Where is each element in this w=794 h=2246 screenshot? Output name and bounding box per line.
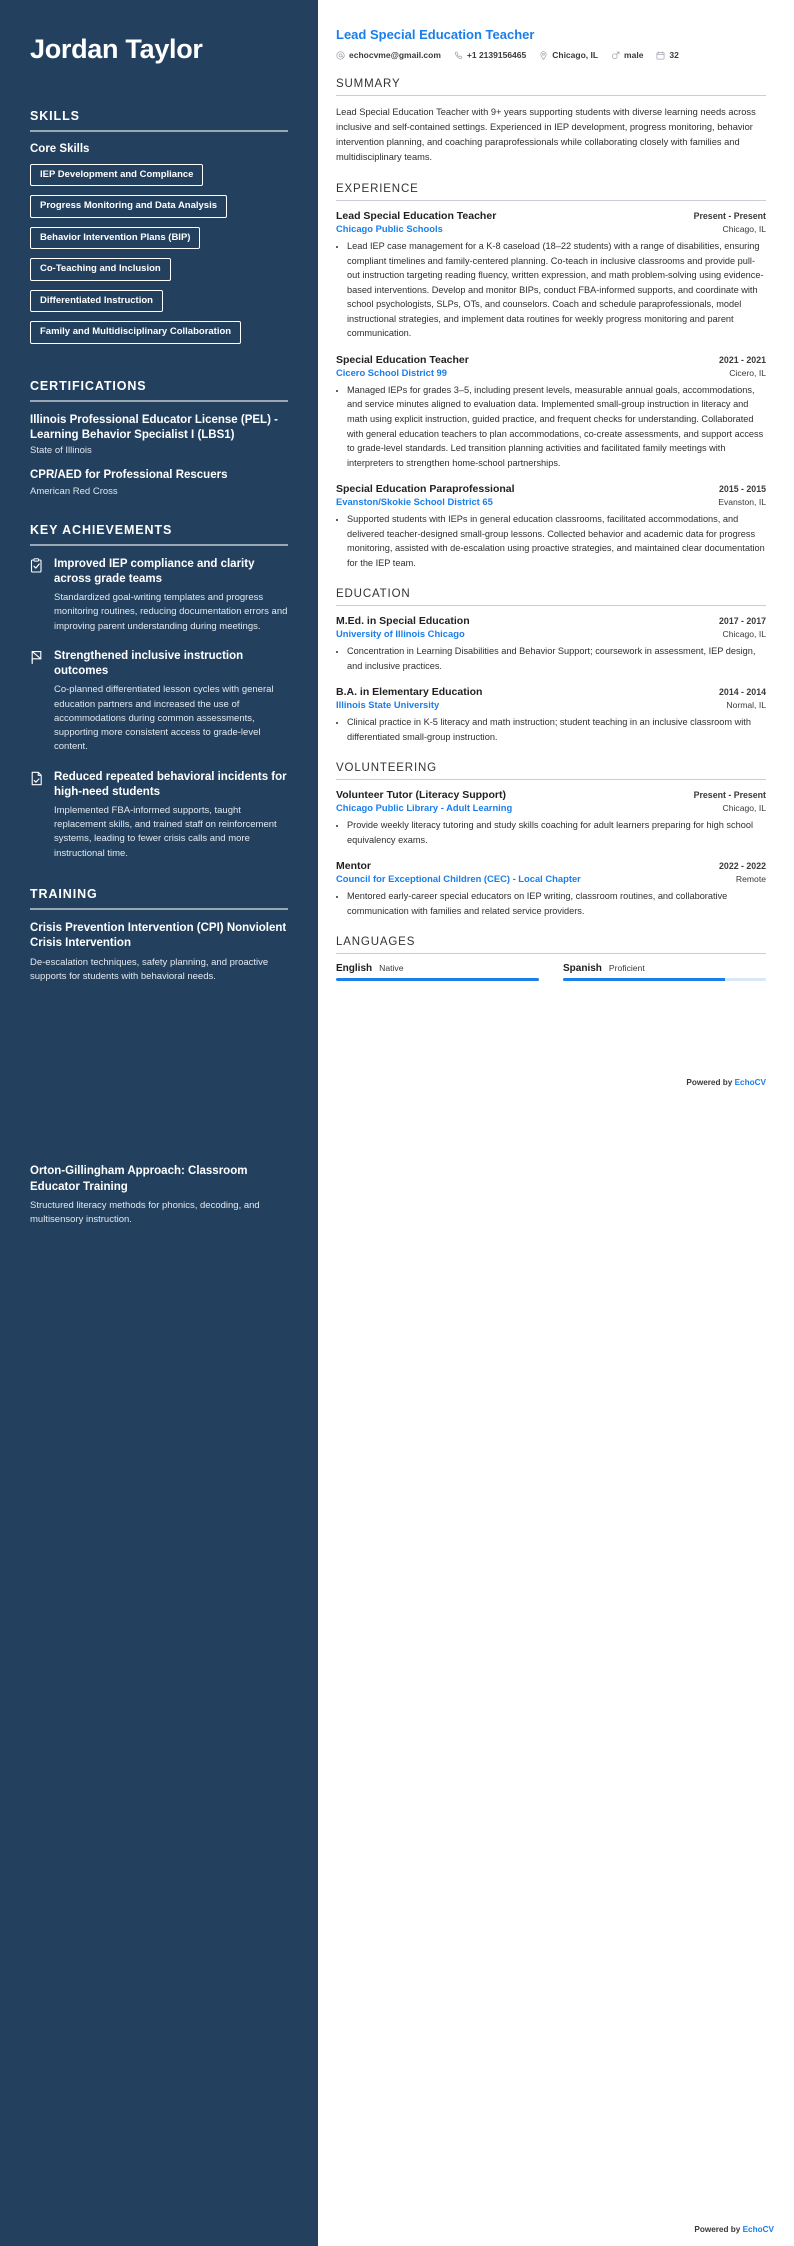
training-item bbox=[30, 921, 288, 984]
entry-role: Special Education Teacher bbox=[336, 353, 469, 366]
entry-subheader bbox=[336, 628, 766, 639]
language-item bbox=[336, 963, 539, 981]
training-item bbox=[30, 1164, 288, 1227]
skill-chip: Co-Teaching and Inclusion bbox=[30, 258, 171, 280]
skill-chip: Family and Multidisciplinary Collaboration bbox=[30, 321, 241, 343]
entry-header bbox=[336, 210, 766, 222]
contact-item[interactable] bbox=[454, 50, 526, 60]
skill-chip-list bbox=[30, 164, 288, 353]
language-proficiency-fill bbox=[336, 978, 539, 981]
entry-subheader bbox=[336, 802, 766, 813]
contact-value: male bbox=[624, 50, 644, 60]
language-list bbox=[336, 963, 766, 981]
entry-dates: 2017 - 2017 bbox=[719, 616, 766, 627]
summary-section-title: SUMMARY bbox=[336, 78, 401, 90]
entry-organization[interactable]: Chicago Public Library - Adult Learning bbox=[336, 802, 513, 814]
volunteering-entry bbox=[336, 860, 766, 918]
skill-chip: Progress Monitoring and Data Analysis bbox=[30, 195, 227, 217]
language-header bbox=[563, 963, 766, 974]
contact-item[interactable] bbox=[611, 50, 643, 60]
contact-item[interactable] bbox=[539, 50, 598, 60]
achievement-item bbox=[30, 557, 288, 634]
achievement-description: Implemented FBA-informed supports, taught replacement skills, and trained staff on reinforcement systems, leading to fewer crisis calls and more instructional time. bbox=[54, 804, 277, 859]
skills-group-label: Core Skills bbox=[30, 143, 90, 156]
language-header bbox=[336, 963, 539, 974]
achievements-section-title: KEY ACHIEVEMENTS bbox=[30, 522, 173, 537]
entry-location: Cicero, IL bbox=[729, 367, 766, 378]
entry-bullet-list bbox=[336, 644, 766, 673]
entry-role: Volunteer Tutor (Literacy Support) bbox=[336, 789, 506, 802]
achievement-title: Reduced repeated behavioral incidents for high-need students bbox=[54, 770, 287, 798]
certification-item bbox=[30, 468, 288, 496]
entry-organization[interactable]: Evanston/Skokie School District 65 bbox=[336, 496, 493, 508]
volunteering-section-title: VOLUNTEERING bbox=[336, 762, 437, 775]
training-name: Crisis Prevention Intervention (CPI) Nonviolent Crisis Intervention bbox=[30, 921, 287, 950]
certification-issuer: State of Illinois bbox=[30, 445, 92, 457]
entry-subheader bbox=[336, 873, 766, 884]
experience-divider bbox=[336, 200, 766, 201]
entry-bullet: • Managed IEPs for grades 3–5, including present levels, measurable annual goals, accommodations, and service minutes aligned to evaluation data. Implemented small-group instruction in literacy and math using explicit instruction, guided practice, and frequent checks for understanding. Collaborated with general education teachers to plan accommodations, co-create assessments, and support access to grade-level standards. Led transition planning activities and facilitated family meetings with interpreters to strengthen home-school partnerships. bbox=[347, 383, 766, 470]
entry-role: B.A. in Elementary Education bbox=[336, 686, 483, 699]
language-item bbox=[563, 963, 766, 981]
certification-name: Illinois Professional Educator License (PEL) - Learning Behavior Specialist I (LBS1) bbox=[30, 413, 278, 442]
entry-location: Chicago, IL bbox=[722, 629, 766, 640]
powered-by-stamp-page2 bbox=[694, 2225, 774, 2234]
entry-bullet-list bbox=[336, 818, 766, 847]
main-content bbox=[318, 0, 794, 2246]
section-experience bbox=[336, 183, 766, 570]
education-entry bbox=[336, 686, 766, 744]
skill-chip: IEP Development and Compliance bbox=[30, 164, 203, 186]
training-divider bbox=[30, 908, 288, 910]
certification-list bbox=[30, 413, 288, 497]
entry-bullet-list bbox=[336, 889, 766, 918]
entry-location: Evanston, IL bbox=[718, 497, 766, 508]
entry-bullet: • Clinical practice in K-5 literacy and math instruction; student teaching in an inclusive classroom with differentiated small-group instruction. bbox=[347, 715, 766, 744]
entry-organization[interactable]: Illinois State University bbox=[336, 699, 440, 711]
candidate-name: Jordan Taylor bbox=[30, 34, 203, 64]
flag-icon bbox=[30, 649, 45, 755]
entry-bullet: • Mentored early-career special educators on IEP writing, classroom routines, and collaborative communication with families and related service providers. bbox=[347, 889, 766, 918]
training-name: Orton-Gillingham Approach: Classroom Educator Training bbox=[30, 1165, 248, 1193]
achievement-item bbox=[30, 649, 288, 755]
entry-location: Chicago, IL bbox=[722, 224, 766, 235]
certifications-section-title: CERTIFICATIONS bbox=[30, 378, 147, 393]
language-name: English bbox=[336, 963, 373, 975]
entry-role: Lead Special Education Teacher bbox=[336, 210, 497, 223]
entry-role: Mentor bbox=[336, 860, 371, 873]
education-divider bbox=[336, 605, 766, 606]
experience-entry bbox=[336, 354, 766, 470]
achievement-list bbox=[30, 557, 288, 861]
section-languages bbox=[336, 936, 766, 981]
location-icon bbox=[539, 51, 548, 60]
language-proficiency-bar bbox=[336, 978, 539, 981]
volunteering-list bbox=[336, 789, 766, 918]
entry-organization[interactable]: Chicago Public Schools bbox=[336, 223, 443, 235]
email-icon bbox=[336, 51, 345, 60]
entry-header bbox=[336, 789, 766, 801]
sidebar-section-achievements bbox=[30, 523, 288, 861]
entry-header bbox=[336, 686, 766, 698]
entry-subheader bbox=[336, 367, 766, 378]
entry-header bbox=[336, 860, 766, 872]
language-proficiency-bar bbox=[563, 978, 766, 981]
training-list bbox=[30, 921, 288, 1228]
achievement-description: Standardized goal-writing templates and progress monitoring routines, reducing documentation errors and improving parent understanding during meetings. bbox=[54, 592, 288, 632]
skill-chip: Behavior Intervention Plans (BIP) bbox=[30, 227, 200, 249]
summary-text: Lead Special Education Teacher with 9+ years supporting students with diverse learning needs across inclusive and self-contained settings. Experienced in IEP development, progress monitoring, behavior intervention planning, and coaching paraprofessionals while collaborating closely with families and multidisciplinary teams. bbox=[336, 107, 756, 163]
entry-role: Special Education Paraprofessional bbox=[336, 483, 515, 496]
headline-title: Lead Special Education Teacher bbox=[336, 27, 535, 42]
contact-value: 32 bbox=[669, 50, 679, 60]
language-level: Proficient bbox=[608, 963, 645, 974]
education-entry bbox=[336, 615, 766, 673]
entry-location: Remote bbox=[735, 874, 766, 885]
training-section-title: TRAINING bbox=[30, 886, 98, 901]
summary-divider bbox=[336, 95, 766, 96]
contact-value: echocvme@gmail.com bbox=[349, 50, 441, 60]
language-proficiency-fill bbox=[563, 978, 725, 981]
certifications-divider bbox=[30, 400, 288, 402]
entry-header bbox=[336, 354, 766, 366]
brand-name: EchoCV bbox=[742, 2225, 774, 2234]
certification-item bbox=[30, 413, 288, 457]
entry-dates: 2014 - 2014 bbox=[719, 687, 766, 698]
volunteering-divider bbox=[336, 779, 766, 780]
entry-bullet-list bbox=[336, 383, 766, 470]
achievements-divider bbox=[30, 544, 288, 546]
contact-value: Chicago, IL bbox=[552, 50, 599, 60]
contact-item[interactable] bbox=[336, 50, 441, 60]
achievement-title: Strengthened inclusive instruction outcomes bbox=[54, 649, 244, 678]
gender-icon bbox=[611, 51, 620, 60]
training-description: De-escalation techniques, safety planning, and proactive supports for students with behavioral needs. bbox=[30, 956, 269, 982]
sidebar bbox=[0, 0, 318, 2246]
sidebar-section-skills bbox=[30, 109, 288, 353]
powered-by-label: Powered by bbox=[686, 1078, 735, 1087]
document-check-icon bbox=[30, 770, 45, 861]
entry-dates: 2022 - 2022 bbox=[719, 861, 766, 872]
section-volunteering bbox=[336, 762, 766, 918]
entry-header bbox=[336, 483, 766, 495]
education-list bbox=[336, 615, 766, 744]
achievement-description: Co-planned differentiated lesson cycles with general education partners and increased the use of accommodations during common assessments, supporting more consistent access to grade-level content. bbox=[54, 684, 274, 753]
skills-section-title: SKILLS bbox=[30, 109, 80, 124]
section-summary bbox=[336, 78, 766, 165]
clipboard-check-icon bbox=[30, 557, 45, 634]
section-education bbox=[336, 588, 766, 744]
entry-header bbox=[336, 615, 766, 627]
achievement-title: Improved IEP compliance and clarity across grade teams bbox=[54, 557, 255, 586]
achievement-item bbox=[30, 770, 288, 861]
sidebar-section-certifications bbox=[30, 379, 288, 497]
age-icon bbox=[656, 51, 665, 60]
entry-bullet-list bbox=[336, 512, 766, 570]
entry-subheader bbox=[336, 699, 766, 710]
training-description: Structured literacy methods for phonics, decoding, and multisensory instruction. bbox=[30, 1200, 260, 1226]
entry-bullet-list bbox=[336, 239, 766, 341]
education-section-title: EDUCATION bbox=[336, 588, 411, 601]
experience-entry bbox=[336, 483, 766, 570]
page-break-spacer bbox=[30, 999, 288, 1164]
powered-by-stamp-page1 bbox=[686, 1078, 766, 1087]
contact-value: +1 2139156465 bbox=[466, 50, 527, 60]
experience-section-title: EXPERIENCE bbox=[336, 183, 419, 196]
powered-by-label: Powered by bbox=[694, 2225, 743, 2234]
language-level: Native bbox=[379, 963, 404, 974]
entry-bullet: • Supported students with IEPs in general education classrooms, facilitated accommodations, and delivered teacher-designed small-group lessons. Collected behavior and academic data for progress monitoring, assisted with de-escalation using proactive strategies, and maintained clear documentation for the IEP team. bbox=[347, 512, 766, 570]
contact-item[interactable] bbox=[656, 50, 678, 60]
entry-organization[interactable]: Council for Exceptional Children (CEC) - Local Chapter bbox=[336, 873, 581, 885]
entry-subheader bbox=[336, 223, 766, 234]
brand-name: EchoCV bbox=[734, 1078, 766, 1087]
language-name: Spanish bbox=[563, 963, 602, 975]
entry-bullet: • Concentration in Learning Disabilities and Behavior Support; coursework in assessment, IEP design, and inclusive practices. bbox=[347, 644, 766, 673]
languages-section-title: LANGUAGES bbox=[336, 936, 416, 949]
entry-dates: Present - Present bbox=[693, 790, 766, 801]
entry-bullet: • Lead IEP case management for a K-8 caseload (18–22 students) with a range of disabilities, ensuring compliant timelines and family-centered planning. Co-teach in inclusive classrooms and provide pull-out instruction targeting reading fluency, written expression, and math problem-solving using evidence-based interventions. Develop and monitor BIPs, conduct FBA-informed supports, and coordinate with school psychologists, SLPs, OTs, and counselors. Coach and schedule paraprofessionals, model instructional strategies, and implement data routines for weekly progress monitoring and parent communication. bbox=[347, 239, 766, 341]
experience-entry bbox=[336, 210, 766, 341]
skill-chip: Differentiated Instruction bbox=[30, 290, 163, 312]
certification-issuer: American Red Cross bbox=[30, 485, 118, 497]
entry-dates: 2015 - 2015 bbox=[719, 484, 766, 495]
entry-organization[interactable]: University of Illinois Chicago bbox=[336, 628, 465, 640]
volunteering-entry bbox=[336, 789, 766, 847]
experience-list bbox=[336, 210, 766, 570]
entry-bullet: • Provide weekly literacy tutoring and study skills coaching for adult learners preparing for high school equivalency exams. bbox=[347, 818, 766, 847]
entry-subheader bbox=[336, 496, 766, 507]
certification-name: CPR/AED for Professional Rescuers bbox=[30, 469, 228, 482]
entry-bullet-list bbox=[336, 715, 766, 744]
entry-dates: Present - Present bbox=[693, 211, 766, 222]
skills-divider bbox=[30, 130, 288, 132]
entry-dates: 2021 - 2021 bbox=[719, 354, 766, 365]
phone-icon bbox=[454, 51, 463, 60]
entry-role: M.Ed. in Special Education bbox=[336, 615, 470, 628]
entry-location: Chicago, IL bbox=[722, 803, 766, 814]
entry-organization[interactable]: Cicero School District 99 bbox=[336, 366, 447, 378]
entry-location: Normal, IL bbox=[726, 700, 766, 711]
contact-row bbox=[336, 50, 766, 60]
sidebar-section-training bbox=[30, 887, 288, 1228]
languages-divider bbox=[336, 953, 766, 954]
